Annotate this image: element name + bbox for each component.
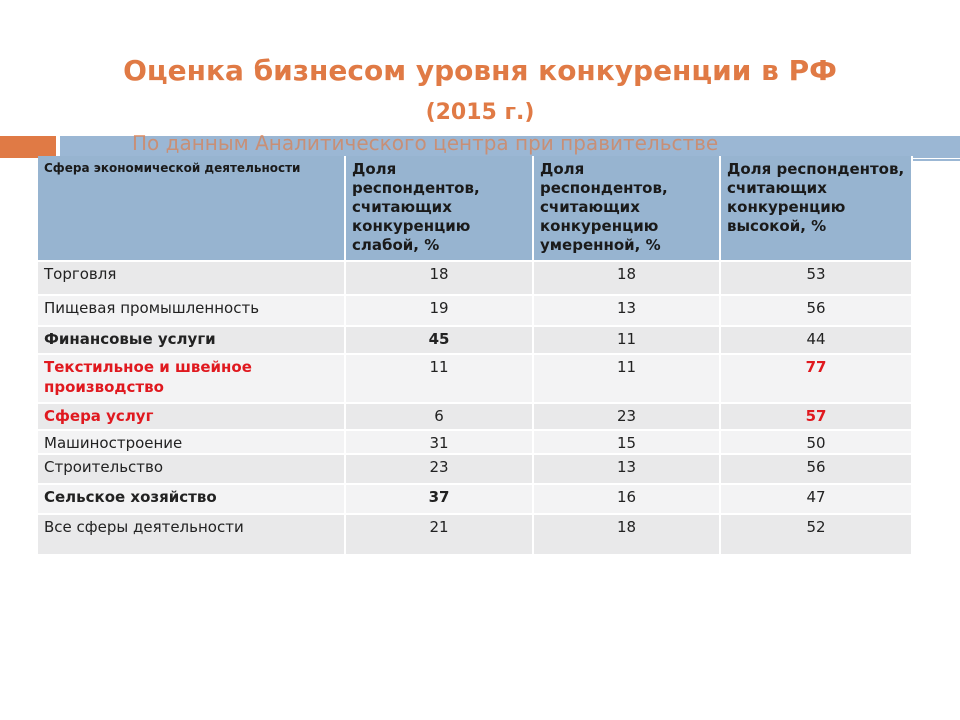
cell-high: 53 bbox=[720, 261, 912, 295]
cell-moderate: 11 bbox=[533, 326, 720, 354]
header-sector: Сфера экономической деятельности bbox=[38, 156, 345, 261]
page-year: (2015 г.) bbox=[425, 100, 535, 125]
cell-moderate: 13 bbox=[533, 295, 720, 326]
cell-sector: Текстильное и швейное производство bbox=[38, 354, 345, 403]
cell-weak: 37 bbox=[345, 484, 533, 514]
cell-moderate: 18 bbox=[533, 261, 720, 295]
cell-high: 57 bbox=[720, 403, 912, 430]
cell-weak: 23 bbox=[345, 454, 533, 484]
table-row bbox=[38, 484, 912, 514]
cell-sector: Строительство bbox=[38, 454, 345, 484]
cell-high: 56 bbox=[720, 454, 912, 484]
competition-table bbox=[38, 156, 913, 556]
cell-high: 47 bbox=[720, 484, 912, 514]
cell-high: 50 bbox=[720, 430, 912, 454]
table-row bbox=[38, 295, 912, 326]
header-weak: Доля респондентов, считающих конкуренцию слабой, % bbox=[345, 156, 533, 261]
table-row bbox=[38, 261, 912, 295]
cell-high: 52 bbox=[720, 514, 912, 555]
cell-high: 77 bbox=[720, 354, 912, 403]
cell-sector: Пищевая промышленность bbox=[38, 295, 345, 326]
table-row bbox=[38, 403, 912, 430]
table-row bbox=[38, 326, 912, 354]
table-row bbox=[38, 430, 912, 454]
cell-moderate: 11 bbox=[533, 354, 720, 403]
table-row bbox=[38, 354, 912, 403]
accent-line bbox=[912, 159, 960, 161]
cell-sector: Сфера услуг bbox=[38, 403, 345, 430]
cell-sector: Торговля bbox=[38, 261, 345, 295]
cell-sector: Сельское хозяйство bbox=[38, 484, 345, 514]
header-moderate: Доля респондентов, считающих конкуренцию умеренной, % bbox=[533, 156, 720, 261]
cell-moderate: 13 bbox=[533, 454, 720, 484]
cell-sector: Машиностроение bbox=[38, 430, 345, 454]
cell-weak: 6 bbox=[345, 403, 533, 430]
source-subtitle: По данным Аналитического центра при правительстве bbox=[132, 131, 719, 155]
table-row bbox=[38, 514, 912, 555]
accent-bar-orange bbox=[0, 136, 56, 158]
cell-weak: 18 bbox=[345, 261, 533, 295]
cell-weak: 45 bbox=[345, 326, 533, 354]
cell-moderate: 23 bbox=[533, 403, 720, 430]
table-row bbox=[38, 454, 912, 484]
cell-high: 44 bbox=[720, 326, 912, 354]
cell-high: 56 bbox=[720, 295, 912, 326]
cell-weak: 19 bbox=[345, 295, 533, 326]
cell-sector: Финансовые услуги bbox=[38, 326, 345, 354]
cell-weak: 31 bbox=[345, 430, 533, 454]
cell-moderate: 15 bbox=[533, 430, 720, 454]
table-header-row bbox=[38, 156, 912, 261]
cell-moderate: 18 bbox=[533, 514, 720, 555]
cell-weak: 21 bbox=[345, 514, 533, 555]
cell-moderate: 16 bbox=[533, 484, 720, 514]
header-high: Доля респондентов, считающих конкуренцию высокой, % bbox=[720, 156, 912, 261]
cell-sector: Все сферы деятельности bbox=[38, 514, 345, 555]
cell-weak: 11 bbox=[345, 354, 533, 403]
page-title: Оценка бизнесом уровня конкуренции в РФ bbox=[123, 54, 837, 87]
